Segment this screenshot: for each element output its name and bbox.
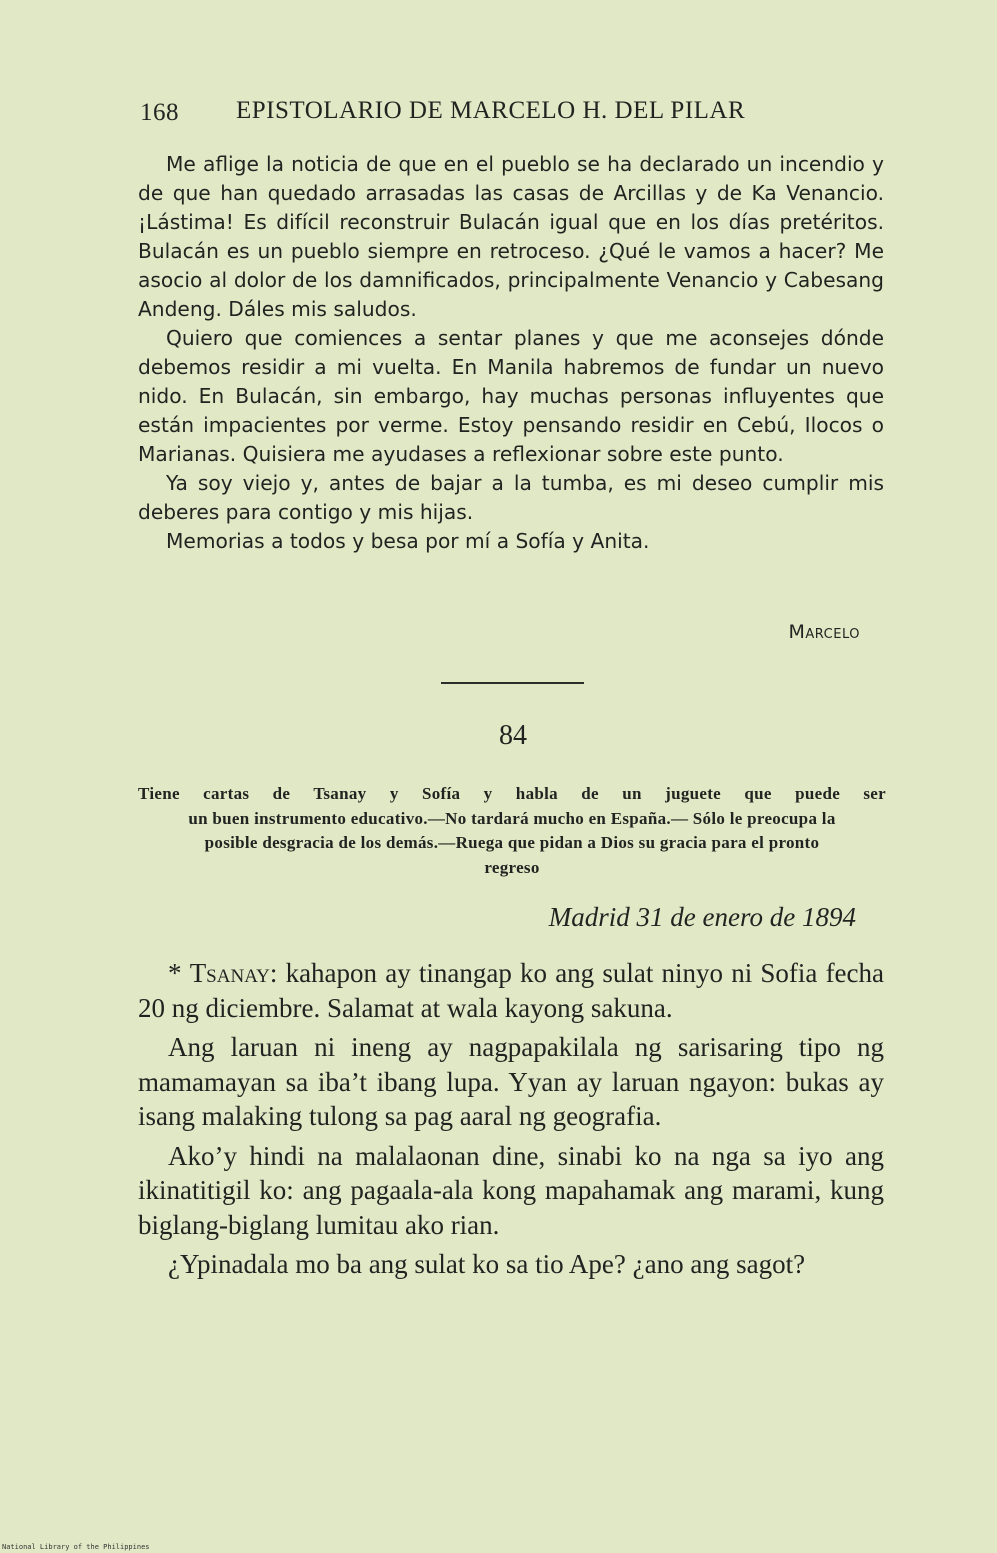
paragraph: Memorias a todos y besa por mí a Sofía y Anita. xyxy=(166,529,650,553)
paragraph: Ang laruan ni ineng ay nagpapakilala ng sarisaring tipo ng mamamayan sa iba’t ibang lupa. Yyan ay laruan ngayon: bukas ay isang malaking tulong sa pag aaral ng geografia. xyxy=(138,1032,884,1131)
summary-line: Tiene cartas de Tsanay y Sofía y habla de un juguete que puede ser xyxy=(138,784,886,803)
previous-letter-body xyxy=(138,150,884,556)
paragraph: Ya soy viejo y, antes de bajar a la tumba, es mi deseo cumplir mis deberes para contigo y mis hijas. xyxy=(138,471,884,524)
letter-summary xyxy=(138,782,886,880)
letter-number: 84 xyxy=(499,720,527,751)
summary-text: un buen instrumento educativo.—No tardará mucho en España.— Sólo le preocupa la posible desgracia de los demás.—Ruega que pidan a Dios su gracia para el pronto regreso xyxy=(188,808,836,877)
paragraph: ¿Ypinadala mo ba ang sulat ko sa tio Ape? ¿ano ang sagot? xyxy=(168,1249,806,1279)
paragraph-text: : kahapon ay tinangap ko ang sulat ninyo ni Sofia fecha 20 ng diciembre. Salamat at wala kayong sakuna. xyxy=(138,958,885,1023)
footnote-mark: * xyxy=(168,958,190,988)
letter-body xyxy=(138,956,884,1287)
paragraph: Quiero que comiences a sentar planes y que me aconsejes dónde debemos residir a mi vuelta. En Manila habremos de fundar un nuevo nido. En Bulacán, sin embargo, hay muchas personas influyentes que están impacientes por verme. Estoy pensando residir en Cebú, Ilocos o Marianas. Quisiera me ayudases a reflexionar sobre este punto. xyxy=(138,326,884,466)
library-credit: National Library of the Philippines xyxy=(2,1543,150,1551)
paragraph: Ako’y hindi na malalaonan dine, sinabi ko na nga sa iyo ang ikinatitigil ko: ang pagaala-ala kong mapahamak ang marami, kung biglang-biglang lumitau ako rian. xyxy=(138,1140,884,1240)
paragraph: Me aflige la noticia de que en el pueblo se ha declarado un incendio y de que han quedado arrasadas las casas de Arcillas y de Ka Venancio. ¡Lástima! Es difícil reconstruir Bulacán igual que en los días pretéritos. Bulacán es un pueblo siempre en retroceso. ¿Qué le vamos a hacer? Me asocio al dolor de los damnificados, principalmente Venancio y Cabesang Andeng. Dáles mis saludos. xyxy=(138,152,884,321)
paragraph xyxy=(138,956,884,1025)
addressee-name: Tsanay xyxy=(189,958,270,988)
page-number: 168 xyxy=(140,99,179,126)
running-header xyxy=(138,95,888,131)
section-divider xyxy=(441,682,584,684)
running-title: EPISTOLARIO DE MARCELO H. DEL PILAR xyxy=(236,97,746,124)
signature: Marcelo xyxy=(788,621,860,643)
dateline: Madrid 31 de enero de 1894 xyxy=(548,902,856,932)
